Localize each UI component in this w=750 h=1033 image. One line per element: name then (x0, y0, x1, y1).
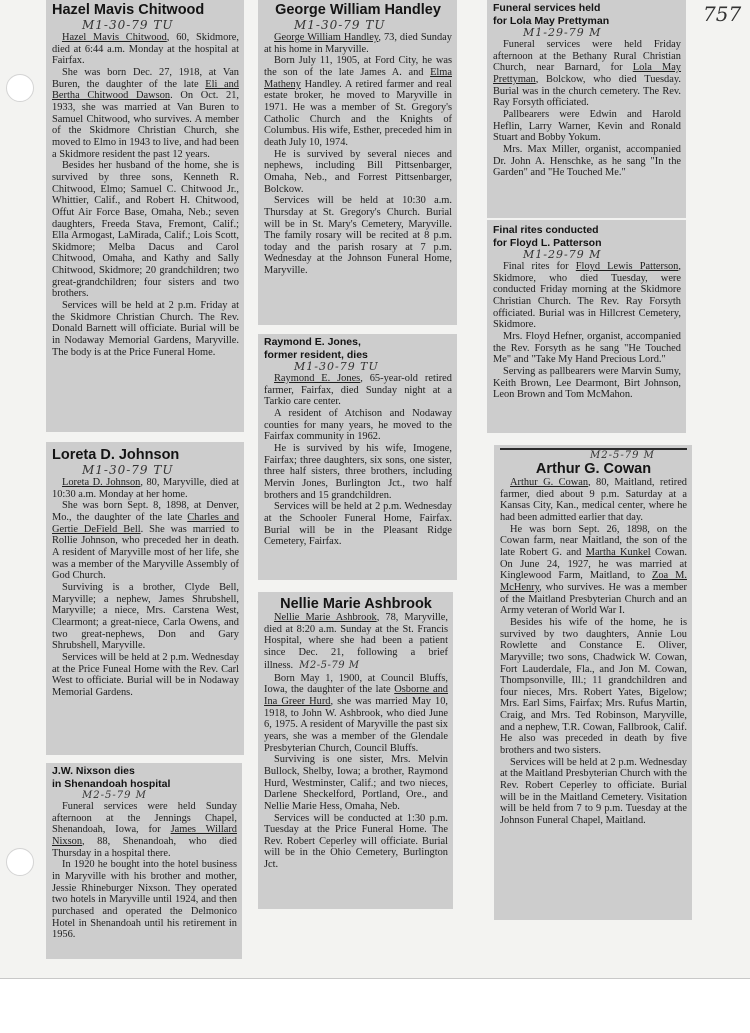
deceased-name: George William Handley (274, 32, 379, 43)
mother-name: Elma Matheny (264, 66, 452, 90)
handwritten-date: M1-29-79 M (523, 26, 602, 39)
parents-names: Eli and Bertha Chitwood Dawson (52, 78, 239, 102)
headline: Raymond E. Jones, (264, 336, 361, 348)
headline: Arthur G. Cowan (535, 461, 652, 477)
paragraph: A resident of Atchison and Nodaway counties for many years, he moved to the Fairfax community in 1962. (264, 407, 452, 443)
obituary-floyd-patterson (487, 220, 686, 433)
obituary-arthur-cowan (494, 445, 692, 920)
page-edge (0, 978, 750, 979)
paragraph: She was born Dec. 27, 1918, at Van Buren, the daughter of the late Eli and Bertha Chitwood Dawson. On Oct. 21, 1933, she was married at Van Buren to Samuel Chitwood, who survives. A member of the Skidmore Christian Church, she moved to Elmo in 1943 to live, and had been a Skidmore resident the past 12 years. (52, 66, 239, 160)
paragraph: Nellie Marie Ashbrook, 78, Maryville, died at 8:20 a.m. Sunday at the St. Francis Hospital, where she had been a patient since Dec. 21, following a brief illness. M2-5-79 M (264, 612, 448, 671)
headline: Funeral services held (493, 2, 601, 14)
headline: George William Handley (275, 2, 441, 18)
punch-hole-bottom (6, 848, 34, 876)
paragraph: Funeral services were held Sunday afternoon at the Jennings Chapel, Shenandoah, Iowa, for James Willard Nixson, 88, Shenandoah, who died Thursday in a hospital there. (52, 801, 238, 859)
handwritten-date: M2-5-79 M (299, 659, 360, 671)
paragraph: Besides his wife of the home, he is survived by two daughters, Annie Lou Rowlette and Constance E. Oliver, Maryville; two sons, Chadwick W. Cowan, Fort Lauderdale, Fla., and Jon M. Cowan, Thompsonville, Ill.; 11 grandchildren and four nieces, Mrs. Robert Yates, Bigelow; Mrs. Earl Sims, Fairfax; Mrs. Rufus Martin, Craig, and Mrs. Ted Robinson, Maryville, and a nephew, T.R. Cowan, Fallbrook, Calif. He also was preceded in death by five brothers and two sisters. (500, 616, 687, 757)
handwritten-date: M1-30-79 TU (294, 18, 386, 32)
deceased-name: Raymond E. Jones (274, 373, 361, 384)
handwritten-date: M1-30-79 TU (294, 360, 379, 373)
parents-names: Osborne and Ina Greer Hurd (264, 684, 448, 707)
paragraph: Besides her husband of the home, she is survived by three sons, Kenneth R. Chitwood, Elmo; Samuel C. Chitwood Jr., Whittier, Calif., and Robert H. Chitwood, Offut Air Force Base, Omaha, Neb.; seven daughters, Freeda Stava, Fremont, Calif.; Ella Armogast, LaMirada, Calif.; Lois Scott, Skidmore; Melba Dacus and Carol Chitwood, Omaha, and Kathy and Sally Chitwood, Skidmore; 20 grandchildren; two great-grandchildren; four sisters and two brothers. (52, 160, 239, 300)
paragraph: She was born Sept. 8, 1898, at Denver, Mo., the daughter of the late Charles and Gertie DeField Bell. She was married to Rollie Johnson, who preceded her in death. A resident of Maryville most of her life, she was a member of the Maryville Assembly of God Church. (52, 500, 240, 582)
mother-name: Martha Kunkel (585, 546, 651, 558)
obituary-nellie-ashbrook (258, 592, 453, 909)
deceased-name: Hazel Mavis Chitwood (62, 32, 167, 43)
paragraph: Raymond E. Jones, 65-year-old retired farmer, Fairfax, died Sunday night at a Tarkio care center. (264, 373, 452, 408)
paragraph: Services will be conducted at 1:30 p.m. Tuesday at the Price Funeral Home. The Rev. Robert Ceperley will officiate. Burial will be in the Ohio Cemetery, Burlington Jct. (264, 812, 448, 871)
handwritten-date: M2-5-79 M (590, 450, 655, 461)
deceased-name: Loreta D. Johnson (62, 477, 141, 488)
headline: Final rites conducted (493, 224, 599, 236)
paragraph: Arthur G. Cowan, 80, Maitland, retired farmer, died about 9 p.m. Saturday at a Kansas City, Kan., medical center, where he had been admitted earlier that day. (500, 477, 688, 523)
page-number: 757 (703, 2, 742, 26)
paragraph: Services will be held at 2 p.m. Wednesday at the Schooler Funeral Home, Fairfax. Burial will be in the Pleasant Ridge Cemetery, Fairfax. (264, 501, 452, 548)
handwritten-date: M1-30-79 TU (82, 463, 174, 477)
headline: Hazel Mavis Chitwood (52, 2, 205, 18)
obituary-raymond-jones (258, 334, 457, 580)
handwritten-date: M2-5-79 M (82, 790, 147, 801)
paragraph: Born July 11, 1905, at Ford City, he was the son of the late James A. and Elma Matheny Handley. A retired farmer and real estate broker, he moved to Maryville in 1971. He was a member of St. Gregory's Catholic Church and the Knights of Columbus. His wife, Esther, preceded him in death July 10, 1974. (264, 55, 452, 148)
headline-line-2: former resident, dies (264, 348, 368, 361)
paragraph: He was born Sept. 26, 1898, on the Cowan farm, near Maitland, the son of the late Robert G. and Martha Kunkel Cowan. On June 24, 1927, he was married at Kinglewood Farm, Maitland, to Zoa M. McHenry, who survives. He was a member of the Maitland Presbyterian Church and an Army veteran of World War I. (500, 523, 687, 617)
obituary-hazel-chitwood (46, 0, 244, 432)
paragraph: Pallbearers were Edwin and Harold Heflin, Larry Warner, Kevin and Ronald Stuart and Bobby Yokum. (493, 108, 681, 144)
paragraph: Born May 1, 1900, at Council Bluffs, Iowa, the daughter of the late Osborne and Ina Greer Hurd, she was married May 10, 1918, to John W. Ashbrook, who died June 6, 1975. A resident of Maryville the past six years, she was a member of the Glendale Presbyterian Church, Council Bluffs. (264, 672, 448, 754)
handwritten-date: M1-30-79 TU (82, 18, 174, 32)
obituary-jw-nixson (46, 763, 242, 959)
paragraph: Final rites for Floyd Lewis Patterson, Skidmore, who died Tuesday, were conducted Friday morning at the Skidmore Christian Church. The Rev. Ray Forsyth officiated. Burial was in Hillcrest Cemetery, Skidmore. (493, 261, 681, 331)
paragraph: He is survived by several nieces and nephews, including Bill Pittsenbarger, Omaha, Neb., and Forrest Pittsenbarger, Bolckow. (264, 148, 452, 195)
headline-line-2: for Lola May Prettyman (493, 14, 610, 27)
headline: J.W. Nixson dies (52, 765, 135, 777)
obituary-george-handley (258, 0, 457, 325)
paragraph: George William Handley, 73, died Sunday at his home in Maryville. (264, 32, 452, 55)
obituary-lola-prettyman (487, 0, 686, 218)
paragraph: He is survived by his wife, Imogene, Fairfax; three daughters, six sons, one sister, three half sisters, three brothers, including Mervin Jones, Burlington Jct., two half brothers and 15 grandchildren. (264, 442, 452, 501)
paragraph: Services will be held at 2 p.m. Wednesday at the Price Funeal Home with the Rev. Carl West to officiate. Burial will be in Nodaway Memorial Gardens. (52, 651, 239, 698)
paragraph: Mrs. Max Miller, organist, accompanied Dr. John A. Henschke, as he sang "In the Garden" and "He Touched Me." (493, 143, 681, 179)
paragraph: Mrs. Floyd Hefner, organist, accompanied the Rev. Forsyth as he sang "He Touched Me" and "Take My Hand Precious Lord." (493, 330, 681, 366)
wife-name: Zoa M. McHenry (500, 570, 687, 593)
headline: Loreta D. Johnson (52, 447, 180, 463)
paragraph: Services will be held at 2 p.m. Wednesday at the Maitland Presbyterian Church with the Rev. Robert Ceperley to officiate. Burial will be in the Maitland Cemetery. Visitation will be held from 7 to 9 p.m. Tuesday at the Johnson Funeral Chapel, Maitland. (500, 756, 687, 827)
deceased-name: Floyd Lewis Patterson (575, 261, 679, 272)
paragraph: Serving as pallbearers were Marvin Sumy, Keith Brown, Lee Dearmont, Birt Johnson, Leon Brown and Tom McMahon. (493, 365, 681, 401)
deceased-name: Nellie Marie Ashbrook (274, 612, 377, 623)
deceased-name: Lola May Prettyman (493, 62, 682, 85)
headline: Nellie Marie Ashbrook (280, 596, 432, 612)
paragraph: Surviving is a brother, Clyde Bell, Maryville; a nephew, James Shrubshell, Maryville; a niece, Mrs. Carstena West, Clearmont; a great-niece, Carla Owens, and two great-nephews, Don and Gary Shrubshell, Maryville. (52, 581, 239, 652)
parents-names: Charles and Gertie DeField Bell (52, 511, 240, 535)
paragraph: In 1920 he bought into the hotel business in Maryville with his brother and mother, Jessie Rhineburger Nixson. They operated two hotels in Maryville until 1924, and then purchased and operated the Delmonico Hotel in Shenandoah until his retirement in 1956. (52, 859, 237, 941)
headline-line-2: for Floyd L. Patterson (493, 236, 602, 249)
paragraph: Surviving is one sister, Mrs. Melvin Bullock, Shelby, Iowa; a brother, Raymond Hurd, Westminster, Calif.; and two nieces, Darlene Sheckelford, Portland, Ore., and Nellie Marie Hess, Omaha, Neb. (264, 754, 448, 812)
paragraph: Services will be held at 10:30 a.m. Thursday at St. Gregory's Church. Burial will be in St. Mary's Cemetery, Maryville. The family rosary will be recited at 8 p.m. today and the parish rosary at 7 p.m. Wednesday at the Johnson Funeral Home, Maryville. (264, 195, 452, 277)
paragraph: Services will be held at 2 p.m. Friday at the Skidmore Christian Church. The Rev. Donald Barnett will officiate. Burial will be in Nodaway Memorial Gardens, Maryville. The body is at the Price Funeral Home. (52, 300, 239, 358)
paragraph: Hazel Mavis Chitwood, 60, Skidmore, died at 6:44 a.m. Monday at the hospital at Fairfax. (52, 32, 239, 67)
handwritten-date: M1-29-79 M (523, 248, 602, 261)
punch-hole-top (6, 74, 34, 102)
obituary-loreta-johnson (46, 442, 244, 755)
paragraph: Loreta D. Johnson, 80, Maryville, died at 10:30 a.m. Monday at her home. (52, 477, 239, 500)
deceased-name: James Willard Nixson (52, 824, 238, 847)
headline-line-2: in Shenandoah hospital (52, 777, 171, 790)
deceased-name: Arthur G. Cowan (510, 477, 589, 488)
paragraph: Funeral services were held Friday afternoon at the Bethany Rural Christian Church, near Barnard, for Lola May Prettyman, Bolckow, who died Tuesday. Burial was in the church cemetery. The Rev. Ray Forsyth officiated. (493, 39, 682, 109)
